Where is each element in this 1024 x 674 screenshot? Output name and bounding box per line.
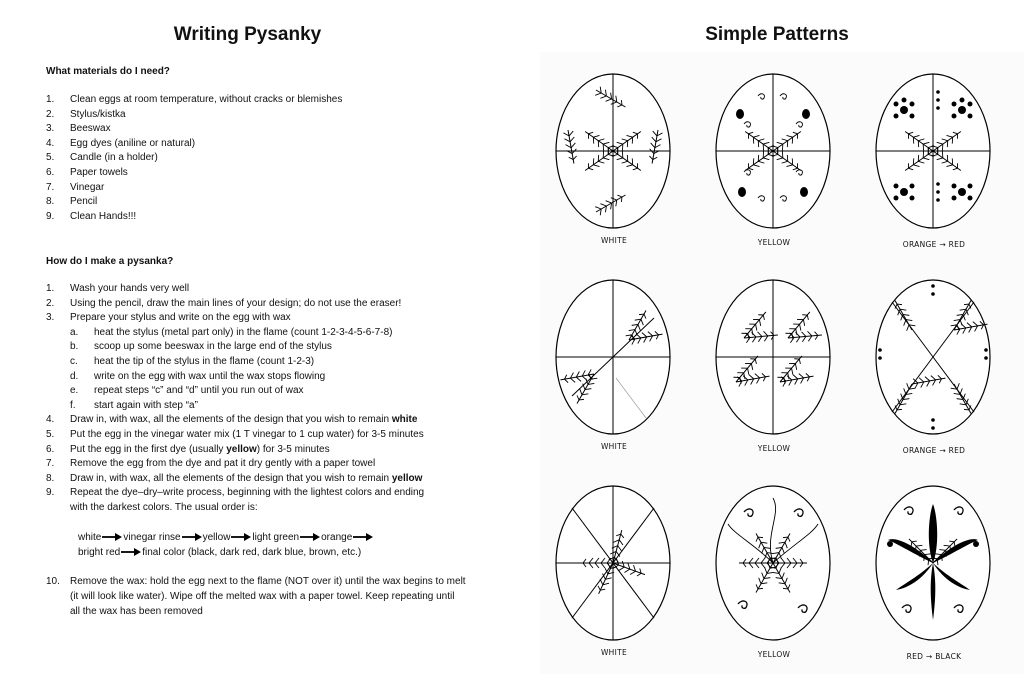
arrow-right-icon [102, 533, 122, 541]
list-item: 2. Using the pencil, draw the main lines of your design; do not use the eraser! [46, 297, 402, 309]
egg-caption: WHITE [600, 442, 628, 451]
list-item: 7. Remove the egg from the dye and pat it dry gently with a paper towel [46, 458, 376, 470]
list-item: 4. Egg dyes (aniline or natural) [46, 137, 196, 149]
list-item: 6. Put the egg in the first dye (usually yellow) for 3-5 minutes [46, 443, 330, 455]
arrow-right-icon [300, 533, 320, 541]
list-item: 1. Wash your hands very well [46, 283, 190, 294]
list-item: 9. Repeat the dye–dry–write process, beginning with the lightest colors and ending with the darkest colors. The usual order is: [46, 487, 425, 513]
list-item: 5. Put the egg in the vinegar water mix (1 T vinegar to 1 cup water) for 3-5 minutes [46, 428, 424, 440]
arrow-right-icon [182, 533, 202, 541]
list-item: 6. Paper towels [46, 166, 128, 178]
egg-illustration [554, 484, 672, 642]
list-item: e. repeat steps “c” and “d” until you run out of wax [70, 385, 304, 397]
egg-illustration [874, 72, 992, 230]
egg-illustration [714, 484, 832, 642]
egg-caption: RED → BLACK [906, 652, 962, 661]
egg-illustration [714, 72, 832, 230]
list-item: 3. Beeswax [46, 123, 111, 135]
step-10: 10. Remove the wax: hold the egg next to the flame (NOT over it) until the wax begins to melt (it will look like water). Wipe off the melted wax with a paper towel. Keep repeating until all the wax has been removed [46, 576, 466, 617]
list-item: c. heat the tip of the stylus in the flame (count 1-2-3) [70, 355, 315, 367]
how-heading: How do I make a pysanka? [46, 256, 174, 267]
egg-caption: ORANGE → RED [902, 240, 966, 249]
arrow-right-icon [353, 533, 373, 541]
egg-caption: YELLOW [757, 238, 791, 247]
list-item: 8. Pencil [46, 196, 98, 208]
egg-caption: WHITE [600, 648, 628, 657]
list-item: 8. Draw in, with wax, all the elements of the design that you wish to remain yellow [46, 472, 423, 484]
egg-caption: YELLOW [757, 650, 791, 659]
egg-illustration [874, 484, 992, 642]
egg-caption: YELLOW [757, 444, 791, 453]
list-item: d. write on the egg with wax until the wax stops flowing [70, 370, 326, 382]
list-item: 5. Candle (in a holder) [46, 152, 158, 164]
list-item: f. start again with step “a” [70, 399, 198, 411]
egg-illustration [874, 278, 992, 436]
list-item: a. heat the stylus (metal part only) in the flame (count 1-2-3-4-5-6-7-8) [70, 326, 393, 338]
materials-heading: What materials do I need? [46, 66, 170, 77]
list-item: 1. Clean eggs at room temperature, without cracks or blemishes [46, 94, 343, 105]
arrow-right-icon [121, 548, 141, 556]
egg-caption: ORANGE → RED [902, 446, 966, 455]
list-item: b. scoop up some beeswax in the large end of the stylus [70, 341, 332, 353]
list-item: 9. Clean Hands!!! [46, 210, 137, 222]
list-item: 7. Vinegar [46, 181, 105, 193]
patterns-panel [540, 0, 1024, 674]
list-item: 2. Stylus/kistka [46, 108, 126, 120]
patterns-title: Simple Patterns [705, 24, 849, 45]
egg-caption: WHITE [600, 236, 628, 245]
steps-list [46, 282, 424, 516]
color-order-flow: white vinegar rinse yellow light green orange bright red final color (black, dark red, dark blue, brown, etc.) [78, 530, 374, 560]
arrow-right-icon [231, 533, 251, 541]
egg-illustration [554, 278, 672, 436]
materials-list [46, 93, 342, 224]
egg-illustration [714, 278, 832, 436]
list-item: 3. Prepare your stylus and write on the egg with wax [46, 312, 291, 324]
egg-illustration [554, 72, 672, 230]
list-item: 4. Draw in, with wax, all the elements of the design that you wish to remain white [46, 414, 418, 426]
page-title: Writing Pysanky [173, 24, 322, 45]
